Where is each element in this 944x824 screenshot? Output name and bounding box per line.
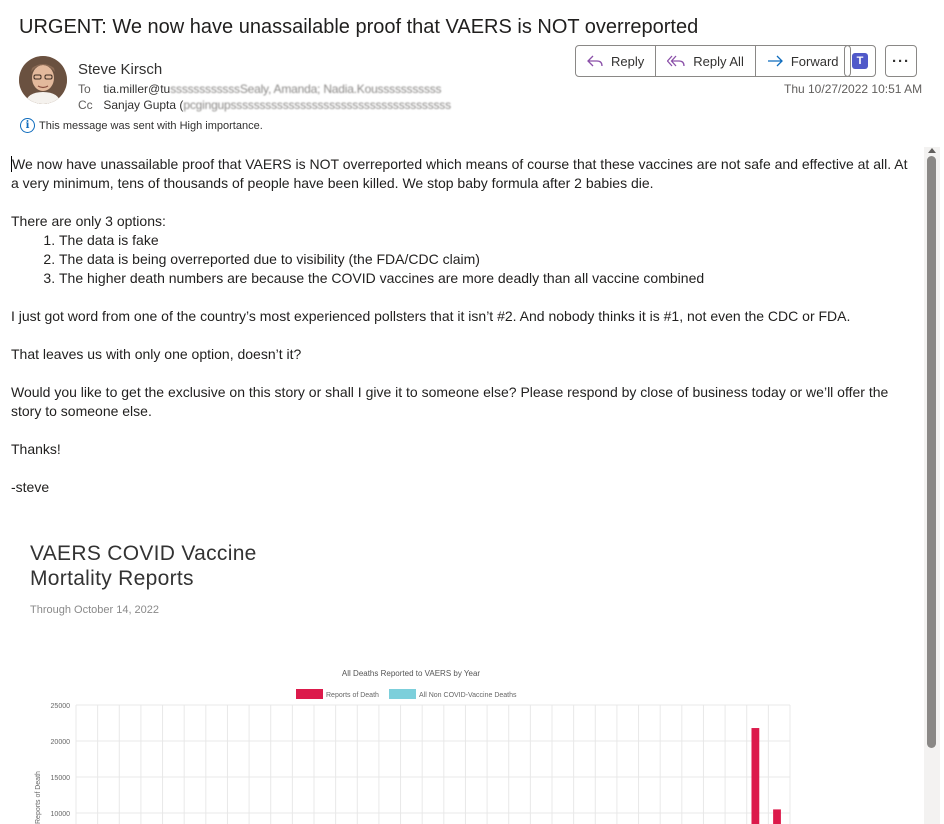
sent-timestamp: Thu 10/27/2022 10:51 AM: [784, 82, 923, 96]
more-icon: ···: [892, 52, 910, 70]
y-tick-label: 25000: [50, 703, 70, 710]
card-subtitle: Through October 14, 2022: [30, 604, 160, 616]
option-item: 2. The data is being overreported due to visibility (the FDA/CDC claim): [59, 250, 916, 269]
reply-label: Reply: [611, 53, 645, 69]
reply-icon: [587, 54, 603, 68]
body-text: We now have unassailable proof that VAERS is NOT overreported which means of course that these vaccines are not safe and effective at all. At a very minimum, tens of thousands of people have been killed. We stop baby formula after 2 babies die.: [11, 156, 908, 191]
option-item: 1. The data is fake: [59, 231, 916, 250]
cc-recipients[interactable]: [78, 98, 451, 112]
message-body: [11, 155, 916, 516]
teams-button[interactable]: [844, 45, 876, 77]
info-icon: i: [20, 118, 35, 133]
reply-all-button[interactable]: [656, 46, 756, 76]
vaers-deaths-chart: [0, 655, 820, 824]
card-title-line2: Mortality Reports: [30, 567, 194, 590]
card-title-line1: VAERS COVID Vaccine: [30, 542, 257, 565]
body-paragraph: Would you like to get the exclusive on this story or shall I give it to someone else? Please respond by close of business today or we’ll offer the story to someone else.: [11, 384, 889, 419]
to-label: To: [78, 82, 91, 96]
to-value[interactable]: tia.miller@tu: [103, 82, 171, 96]
bar-reports-of-death[interactable]: [773, 809, 781, 824]
scrollbar-thumb[interactable]: [927, 156, 936, 748]
more-actions-button[interactable]: [885, 45, 917, 77]
legend-label[interactable]: Reports of Death: [326, 692, 379, 699]
cc-label: Cc: [78, 98, 93, 112]
email-subject: URGENT: We now have unassailable proof that VAERS is NOT overreported: [19, 16, 699, 38]
chart-y-label: Reports of Death: [35, 771, 42, 824]
chart-y-axis: [51, 703, 71, 818]
legend-swatch[interactable]: [389, 689, 416, 699]
options-intro: There are only 3 options:: [11, 213, 166, 229]
importance-notice: [20, 118, 263, 133]
y-tick-label: 10000: [50, 811, 70, 818]
legend-swatch[interactable]: [296, 689, 323, 699]
forward-label: Forward: [790, 53, 839, 69]
y-tick-label: 20000: [50, 739, 70, 746]
to-value-blurred: ssssssssssssSealy, Amanda; Nadia.Kousssssssssss: [170, 82, 442, 96]
forward-arrow-icon: [767, 54, 783, 68]
reply-button[interactable]: [576, 46, 656, 76]
bar-reports-of-death[interactable]: [751, 728, 759, 824]
cc-value[interactable]: Sanjay Gupta (: [103, 98, 184, 112]
importance-text: This message was sent with High importance.: [39, 119, 263, 132]
body-paragraph: I just got word from one of the country’s most experienced pollsters that it isn’t #2. And nobody thinks it is #1, not even the CDC or FDA.: [11, 308, 851, 324]
body-paragraph: That leaves us with only one option, doesn’t it?: [11, 346, 302, 362]
body-paragraph: [11, 155, 916, 193]
teams-icon: T: [852, 53, 868, 69]
forward-button[interactable]: [756, 46, 850, 76]
chart-bars: [751, 728, 780, 824]
sender-avatar[interactable]: [19, 56, 67, 104]
chart-grid: [76, 705, 790, 824]
body-paragraph: Thanks!: [11, 441, 61, 457]
cc-value-blurred: pcgingupssssssssssssssssssssssssssssssssssssss: [183, 98, 451, 112]
chart-legend: [296, 689, 517, 699]
signature: -steve: [11, 479, 50, 495]
y-tick-label: 15000: [50, 775, 70, 782]
sender-name[interactable]: Steve Kirsch: [78, 61, 163, 78]
options-list: [11, 231, 916, 288]
reply-all-icon: [667, 54, 685, 68]
to-recipients[interactable]: [78, 82, 441, 96]
message-actions: [575, 45, 851, 77]
scroll-up-arrow[interactable]: [928, 148, 936, 153]
legend-label[interactable]: All Non COVID-Vaccine Deaths: [419, 692, 517, 699]
card-title: [30, 541, 257, 591]
chart-title: All Deaths Reported to VAERS by Year: [341, 669, 481, 678]
option-item: 3. The higher death numbers are because the COVID vaccines are more deadly than all vaccine combined: [59, 269, 916, 288]
reply-all-label: Reply All: [693, 53, 744, 69]
